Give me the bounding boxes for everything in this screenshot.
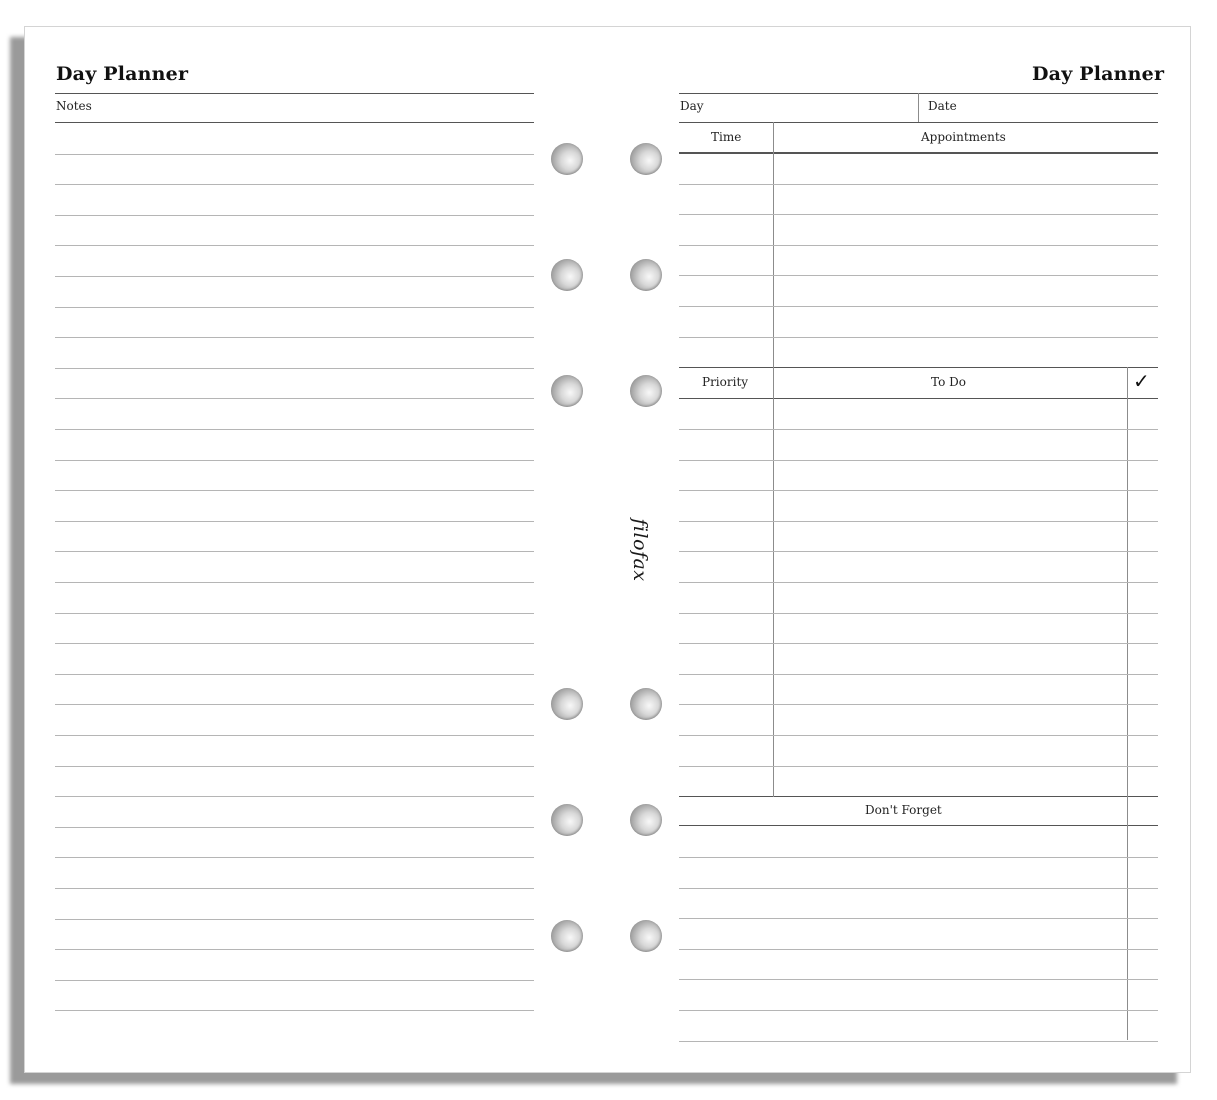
appointment-rule-line bbox=[679, 306, 1158, 307]
appointment-rule-line bbox=[679, 275, 1158, 276]
notes-rule-line bbox=[55, 307, 534, 308]
appointment-rule-line bbox=[679, 214, 1158, 215]
notes-rule-line bbox=[55, 398, 534, 399]
notes-rule-line bbox=[55, 276, 534, 277]
left-page-title: Day Planner bbox=[56, 63, 189, 85]
dont-forget-header-rule bbox=[679, 825, 1158, 826]
checkmark-icon: ✓ bbox=[1133, 369, 1150, 393]
appointment-rule-line bbox=[679, 245, 1158, 246]
todo-header: To Do bbox=[931, 375, 966, 389]
binder-hole-icon bbox=[630, 920, 662, 952]
notes-rule-line bbox=[55, 827, 534, 828]
dont-forget-rule-line bbox=[679, 857, 1158, 858]
dont-forget-label: Don't Forget bbox=[865, 803, 942, 817]
appointments-header-rule bbox=[679, 152, 1158, 154]
todo-rule-line bbox=[679, 704, 1158, 705]
notes-rule-line bbox=[55, 735, 534, 736]
binder-hole-icon bbox=[551, 804, 583, 836]
notes-rule-line bbox=[55, 980, 534, 981]
day-date-rule bbox=[679, 122, 1158, 123]
todo-rule-line bbox=[679, 674, 1158, 675]
notes-rule-line bbox=[55, 949, 534, 950]
day-date-divider bbox=[918, 93, 919, 122]
dont-forget-rule-line bbox=[679, 979, 1158, 980]
todo-top-rule bbox=[679, 367, 1158, 368]
left-title-rule bbox=[55, 93, 534, 94]
todo-rule-line bbox=[679, 460, 1158, 461]
notes-rule-line bbox=[55, 613, 534, 614]
notes-rule-line bbox=[55, 184, 534, 185]
notes-rule-line bbox=[55, 704, 534, 705]
todo-header-rule bbox=[679, 398, 1158, 399]
right-page-title: Day Planner bbox=[1032, 63, 1165, 85]
notes-header-rule bbox=[55, 122, 534, 123]
notes-rule-line bbox=[55, 674, 534, 675]
binder-hole-icon bbox=[551, 688, 583, 720]
notes-rule-line bbox=[55, 582, 534, 583]
notes-rule-line bbox=[55, 796, 534, 797]
binder-hole-icon bbox=[551, 143, 583, 175]
binder-hole-icon bbox=[630, 259, 662, 291]
notes-rule-line bbox=[55, 490, 534, 491]
notes-rule-line bbox=[55, 1010, 534, 1011]
time-header: Time bbox=[711, 130, 742, 144]
appointment-rule-line bbox=[679, 184, 1158, 185]
notes-rule-line bbox=[55, 245, 534, 246]
dont-forget-rule-line bbox=[679, 888, 1158, 889]
day-label: Day bbox=[680, 99, 704, 113]
todo-rule-line bbox=[679, 643, 1158, 644]
binder-hole-icon bbox=[630, 804, 662, 836]
notes-rule-line bbox=[55, 766, 534, 767]
dont-forget-rule-line bbox=[679, 918, 1158, 919]
binder-hole-icon bbox=[630, 375, 662, 407]
dont-forget-rule-line bbox=[679, 1041, 1158, 1042]
dont-forget-rule-line bbox=[679, 949, 1158, 950]
notes-rule-line bbox=[55, 460, 534, 461]
todo-rule-line bbox=[679, 551, 1158, 552]
binder-hole-icon bbox=[630, 688, 662, 720]
notes-rule-line bbox=[55, 429, 534, 430]
notes-rule-line bbox=[55, 857, 534, 858]
dont-forget-top-rule bbox=[679, 796, 1158, 797]
todo-rule-line bbox=[679, 429, 1158, 430]
dont-forget-rule-line bbox=[679, 1010, 1158, 1011]
notes-rule-line bbox=[55, 888, 534, 889]
todo-rule-line bbox=[679, 613, 1158, 614]
notes-rule-line bbox=[55, 368, 534, 369]
appointments-header: Appointments bbox=[921, 130, 1006, 144]
binder-hole-icon bbox=[630, 143, 662, 175]
todo-rule-line bbox=[679, 766, 1158, 767]
notes-rule-line bbox=[55, 337, 534, 338]
appointment-rule-line bbox=[679, 337, 1158, 338]
notes-rule-line bbox=[55, 154, 534, 155]
priority-header: Priority bbox=[702, 375, 749, 389]
binder-hole-icon bbox=[551, 920, 583, 952]
notes-rule-line bbox=[55, 521, 534, 522]
todo-rule-line bbox=[679, 521, 1158, 522]
binder-hole-icon bbox=[551, 375, 583, 407]
notes-rule-line bbox=[55, 215, 534, 216]
binder-hole-icon bbox=[551, 259, 583, 291]
todo-rule-line bbox=[679, 582, 1158, 583]
todo-rule-line bbox=[679, 490, 1158, 491]
notes-rule-line bbox=[55, 551, 534, 552]
notes-rule-line bbox=[55, 643, 534, 644]
brand-logo: filofax bbox=[629, 518, 651, 582]
notes-label: Notes bbox=[56, 99, 92, 113]
date-label: Date bbox=[928, 99, 957, 113]
todo-rule-line bbox=[679, 735, 1158, 736]
notes-rule-line bbox=[55, 919, 534, 920]
